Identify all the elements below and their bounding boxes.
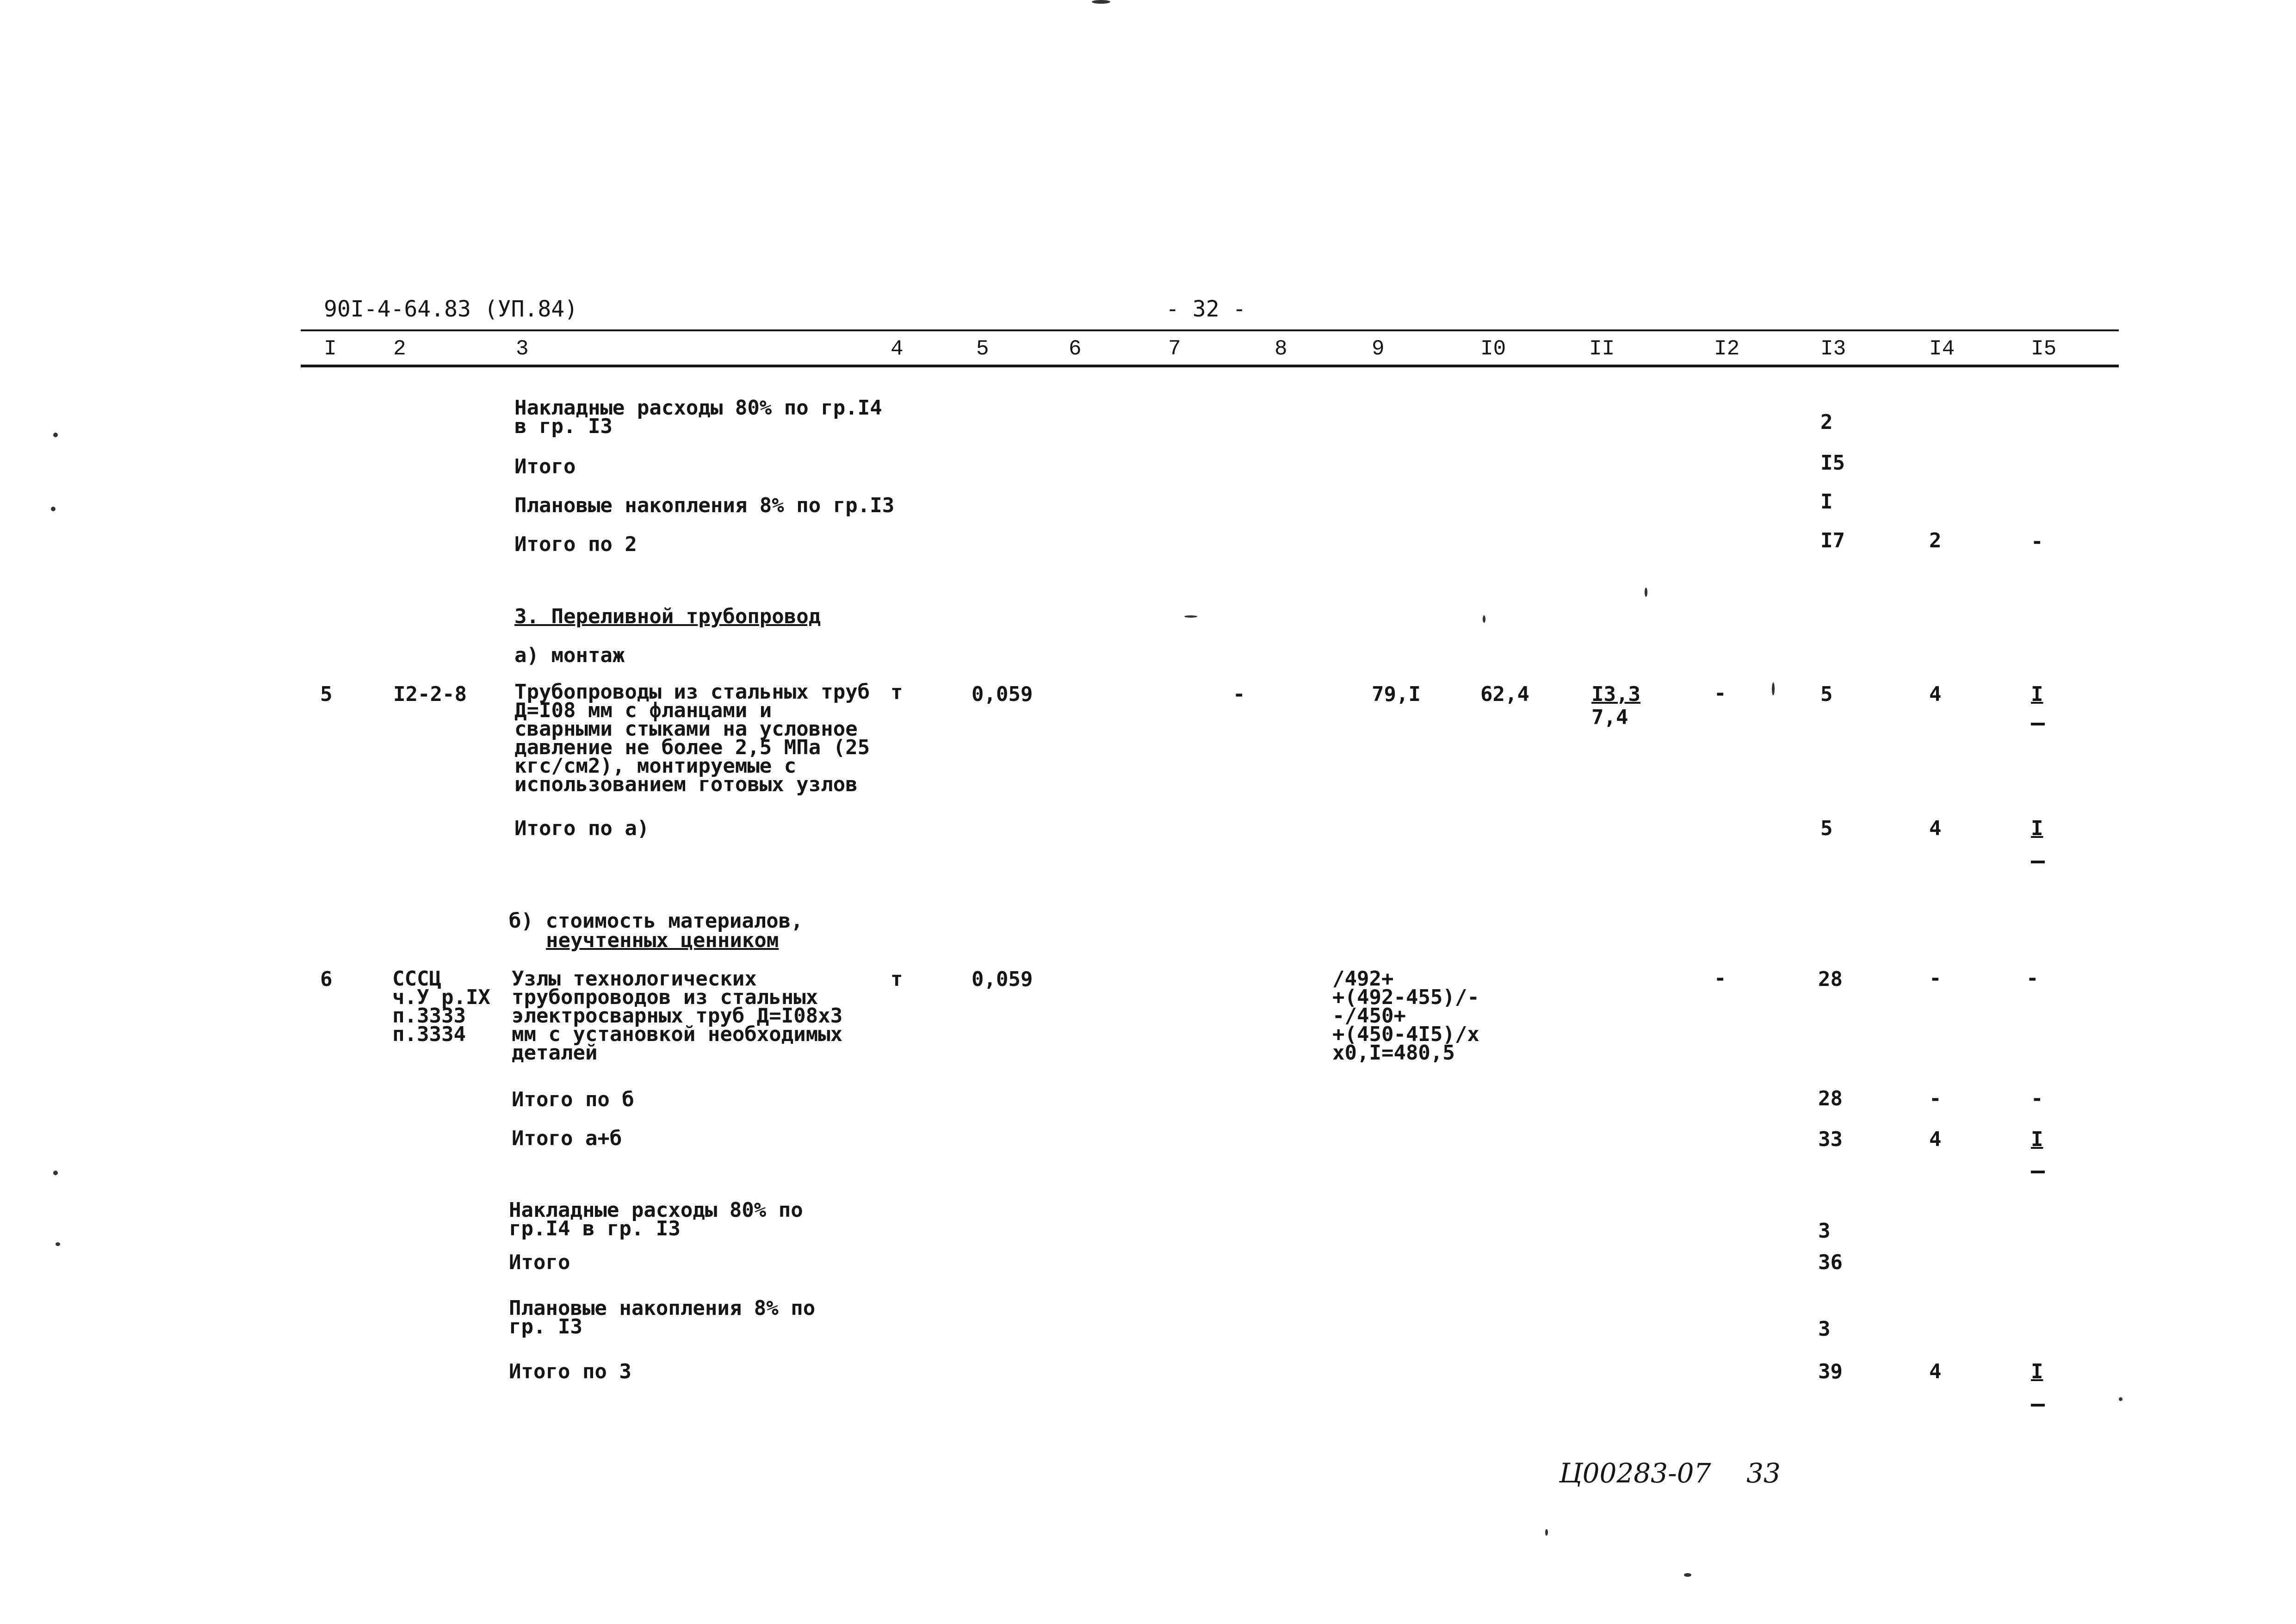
norm-reference-line: СССЦ [392,967,441,991]
row-description: Итого по а) [514,817,650,840]
cell-col15: I [2031,1360,2043,1383]
scan-speck [1092,0,1110,4]
cell-col9: 79,I [1372,682,1421,706]
scan-speck [1184,615,1197,618]
cell-col11-bottom: 7,4 [1591,706,1628,729]
norm-reference-line: п.3333 [392,1004,466,1028]
calc-line: +(450-4I5)/х [1332,1023,1479,1046]
norm-reference-line: п.3334 [392,1023,466,1046]
col-header-10: I0 [1480,337,1506,361]
col-header-13: I3 [1820,337,1846,361]
section-heading: 3. Переливной трубопровод [514,605,821,628]
cell-col2: I2-2-8 [393,682,467,706]
cell-col1: 6 [320,967,333,991]
cell-col13: 3 [1818,1219,1831,1243]
calc-line: +(492-455)/- [1332,986,1479,1009]
scan-speck [1772,682,1775,695]
cell-col13: 33 [1818,1128,1843,1151]
cell-col14: 4 [1929,682,1942,706]
cell-col10: 62,4 [1480,682,1529,706]
cell-col13: 5 [1820,682,1833,706]
cell-col15: I [2031,682,2043,706]
subsection-heading: б) стоимость материалов, [509,909,803,933]
norm-reference-line: ч.У р.IX [392,986,490,1009]
scan-speck [53,1171,58,1175]
cell-col14: - [1929,967,1942,990]
cell-col15: I [2031,817,2043,840]
row-description: Итого по 3 [509,1360,631,1383]
cell-col5: 0,059 [972,967,1033,991]
col15-dash [2031,1171,2045,1173]
row-description: Итого [509,1251,570,1274]
cell-col13: 3 [1818,1317,1831,1341]
cell-col2 [392,967,490,1046]
col-header-5: 5 [976,337,989,361]
row-description: Накладные расходы 80% по гр.I4 в гр. I3 [509,1198,803,1240]
handwritten-sheet-number: 33 [1746,1457,1781,1489]
row-description: Итого по 2 [514,533,637,556]
cell-col15: I [2031,1128,2043,1151]
col-header-7: 7 [1168,337,1181,361]
calc-line: /492+ [1332,967,1394,991]
cell-col1: 5 [320,682,333,706]
cell-col12: - [1714,967,1727,990]
col-header-11: II [1589,337,1615,361]
col-header-14: I4 [1929,337,1955,361]
cell-col13: 28 [1818,967,1843,991]
row-description: Узлы технологических трубопроводов из стальных электросварных труб Д=I08х3 мм с установкой необходимых деталей [512,967,843,1065]
cell-col13: 2 [1820,410,1833,434]
col-header-6: 6 [1069,337,1082,361]
col-header-4: 4 [891,337,904,361]
cell-col4: т [891,967,903,991]
row-description: Накладные расходы 80% по гр.I4 в гр. I3 [514,396,882,438]
cell-col5: 0,059 [972,682,1033,706]
row-description: Трубопроводы из стальных труб Д=I08 мм с фланцами и сварными стыками на условное давление не более 2,5 МПа (25 кгс/см2), монтируемые с использованием готовых узлов [514,680,870,796]
col15-dash [2031,1404,2045,1407]
document-code: 90I-4-64.83 (УП.84) [324,296,578,322]
cell-col13: 28 [1818,1087,1843,1110]
scan-speck [1645,588,1647,597]
cell-col9-calculation [1332,967,1479,1065]
cell-col14: 2 [1929,529,1942,552]
cell-col13: I7 [1820,529,1845,552]
col-header-9: 9 [1372,337,1385,361]
table-header-rule [301,365,2119,367]
calc-line: -/450+ [1332,1004,1406,1028]
subsection-heading: а) монтаж [514,644,625,667]
scan-speck [2119,1397,2123,1401]
scan-speck [53,433,58,437]
cell-col15: - [2031,530,2043,553]
cell-col14: - [1929,1087,1942,1110]
col15-dash [2031,723,2045,725]
cell-col13: 5 [1820,817,1833,840]
scan-speck [1545,1529,1548,1536]
table-top-rule [301,329,2119,331]
col-header-1: I [324,337,337,361]
row-description: Итого [514,455,576,478]
col-header-15: I5 [2031,337,2057,361]
cell-col11-top: I3,3 [1591,682,1640,706]
calc-line: х0,I=480,5 [1332,1041,1455,1065]
col-header-2: 2 [393,337,406,361]
cell-col14: 4 [1929,1128,1942,1151]
handwritten-archive-code: Ц00283-07 [1559,1457,1711,1489]
row-description: Итого по б [512,1088,634,1111]
scan-speck [1483,615,1485,623]
cell-col15: - [2026,967,2039,990]
cell-col12: - [1714,682,1727,705]
col-header-12: I2 [1714,337,1740,361]
cell-col13: I5 [1820,451,1845,475]
col15-dash [2031,861,2045,863]
cell-col7: - [1233,682,1245,706]
col-header-8: 8 [1275,337,1287,361]
cell-col13: 39 [1818,1360,1843,1383]
page-number: - 32 - [1166,296,1246,322]
scan-speck [1684,1573,1691,1577]
cell-col15: - [2031,1087,2043,1110]
cell-col13: 36 [1818,1251,1843,1274]
scan-speck [56,1242,60,1246]
cell-col14: 4 [1929,817,1942,840]
cell-col13: I [1820,490,1833,514]
cell-col14: 4 [1929,1360,1942,1383]
cell-col4: т [891,681,903,704]
scan-speck [51,507,56,511]
col-header-3: 3 [516,337,529,361]
subsection-heading-continued: неучтенных ценником [546,929,779,952]
row-description: Плановые накопления 8% по гр. I3 [509,1296,816,1339]
row-description: Итого а+б [512,1127,622,1150]
row-description: Плановые накопления 8% по гр.I3 [514,494,895,517]
